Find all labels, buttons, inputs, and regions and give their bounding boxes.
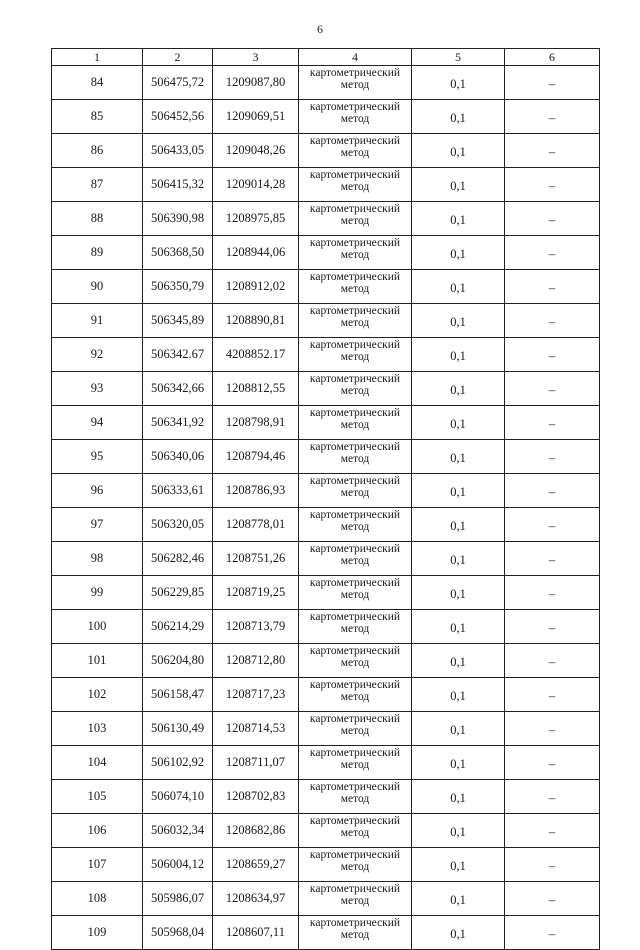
y-coordinate-cell: 1208702,83 xyxy=(213,780,299,814)
precision-cell: 0,1 xyxy=(412,100,505,134)
precision-cell: 0,1 xyxy=(412,168,505,202)
method-cell: картометрический метод xyxy=(299,372,412,406)
method-cell: картометрический метод xyxy=(299,440,412,474)
precision-cell: 0,1 xyxy=(412,338,505,372)
table-row xyxy=(52,236,600,270)
note-cell: – xyxy=(505,814,600,848)
point-number-cell: 106 xyxy=(52,814,143,848)
note-cell: – xyxy=(505,406,600,440)
method-cell: картометрический метод xyxy=(299,542,412,576)
precision-cell: 0,1 xyxy=(412,916,505,950)
method-cell: картометрический метод xyxy=(299,916,412,950)
y-coordinate-cell: 1208944,06 xyxy=(213,236,299,270)
x-coordinate-cell: 506102,92 xyxy=(143,746,213,780)
x-coordinate-cell: 506342,66 xyxy=(143,372,213,406)
point-number-cell: 92 xyxy=(52,338,143,372)
method-cell: картометрический метод xyxy=(299,304,412,338)
coordinates-table xyxy=(51,48,600,950)
y-coordinate-cell: 1208798,91 xyxy=(213,406,299,440)
table-row xyxy=(52,848,600,882)
y-coordinate-cell: 1209069,51 xyxy=(213,100,299,134)
table-row xyxy=(52,644,600,678)
y-coordinate-cell: 1208714,53 xyxy=(213,712,299,746)
table-row xyxy=(52,474,600,508)
y-coordinate-cell: 1208778,01 xyxy=(213,508,299,542)
point-number-cell: 103 xyxy=(52,712,143,746)
method-cell: картометрический метод xyxy=(299,746,412,780)
x-coordinate-cell: 506214,29 xyxy=(143,610,213,644)
precision-cell: 0,1 xyxy=(412,440,505,474)
y-coordinate-cell: 1209014,28 xyxy=(213,168,299,202)
precision-cell: 0,1 xyxy=(412,474,505,508)
x-coordinate-cell: 506229,85 xyxy=(143,576,213,610)
x-coordinate-cell: 505986,07 xyxy=(143,882,213,916)
x-coordinate-cell: 506320,05 xyxy=(143,508,213,542)
table-row xyxy=(52,814,600,848)
precision-cell: 0,1 xyxy=(412,542,505,576)
point-number-cell: 96 xyxy=(52,474,143,508)
page-number: 6 xyxy=(317,22,323,36)
note-cell: – xyxy=(505,678,600,712)
column-header-6: 6 xyxy=(505,49,600,66)
note-cell: – xyxy=(505,168,600,202)
precision-cell: 0,1 xyxy=(412,304,505,338)
table-row xyxy=(52,168,600,202)
y-coordinate-cell: 1208659,27 xyxy=(213,848,299,882)
x-coordinate-cell: 505968,04 xyxy=(143,916,213,950)
precision-cell: 0,1 xyxy=(412,134,505,168)
note-cell: – xyxy=(505,780,600,814)
method-cell: картометрический метод xyxy=(299,848,412,882)
x-coordinate-cell: 506074,10 xyxy=(143,780,213,814)
x-coordinate-cell: 506004,12 xyxy=(143,848,213,882)
point-number-cell: 91 xyxy=(52,304,143,338)
precision-cell: 0,1 xyxy=(412,406,505,440)
precision-cell: 0,1 xyxy=(412,678,505,712)
note-cell: – xyxy=(505,372,600,406)
x-coordinate-cell: 506204,80 xyxy=(143,644,213,678)
y-coordinate-cell: 1208794,46 xyxy=(213,440,299,474)
note-cell: – xyxy=(505,576,600,610)
y-coordinate-cell: 1208713,79 xyxy=(213,610,299,644)
table-body xyxy=(52,66,600,950)
point-number-cell: 89 xyxy=(52,236,143,270)
y-coordinate-cell: 1208975,85 xyxy=(213,202,299,236)
precision-cell: 0,1 xyxy=(412,202,505,236)
table-row xyxy=(52,610,600,644)
point-number-cell: 102 xyxy=(52,678,143,712)
note-cell: – xyxy=(505,100,600,134)
point-number-cell: 101 xyxy=(52,644,143,678)
method-cell: картометрический метод xyxy=(299,134,412,168)
method-cell: картометрический метод xyxy=(299,406,412,440)
note-cell: – xyxy=(505,508,600,542)
x-coordinate-cell: 506158,47 xyxy=(143,678,213,712)
x-coordinate-cell: 506475,72 xyxy=(143,66,213,100)
table-row xyxy=(52,372,600,406)
precision-cell: 0,1 xyxy=(412,508,505,542)
y-coordinate-cell: 1208912,02 xyxy=(213,270,299,304)
column-header-4: 4 xyxy=(299,49,412,66)
y-coordinate-cell: 1208786,93 xyxy=(213,474,299,508)
method-cell: картометрический метод xyxy=(299,644,412,678)
method-cell: картометрический метод xyxy=(299,168,412,202)
y-coordinate-cell: 1208812,55 xyxy=(213,372,299,406)
method-cell: картометрический метод xyxy=(299,100,412,134)
precision-cell: 0,1 xyxy=(412,746,505,780)
table-row xyxy=(52,338,600,372)
note-cell: – xyxy=(505,440,600,474)
table-row xyxy=(52,780,600,814)
method-cell: картометрический метод xyxy=(299,338,412,372)
column-header-5: 5 xyxy=(412,49,505,66)
note-cell: – xyxy=(505,236,600,270)
x-coordinate-cell: 506341,92 xyxy=(143,406,213,440)
note-cell: – xyxy=(505,202,600,236)
y-coordinate-cell: 1208717,23 xyxy=(213,678,299,712)
x-coordinate-cell: 506452,56 xyxy=(143,100,213,134)
table-header xyxy=(52,49,600,66)
point-number-cell: 84 xyxy=(52,66,143,100)
x-coordinate-cell: 506390,98 xyxy=(143,202,213,236)
note-cell: – xyxy=(505,542,600,576)
y-coordinate-cell: 1208719,25 xyxy=(213,576,299,610)
y-coordinate-cell: 1208711,07 xyxy=(213,746,299,780)
table-row xyxy=(52,916,600,950)
note-cell: – xyxy=(505,270,600,304)
precision-cell: 0,1 xyxy=(412,66,505,100)
point-number-cell: 97 xyxy=(52,508,143,542)
table-row xyxy=(52,406,600,440)
x-coordinate-cell: 506345,89 xyxy=(143,304,213,338)
precision-cell: 0,1 xyxy=(412,236,505,270)
x-coordinate-cell: 506032,34 xyxy=(143,814,213,848)
header-row xyxy=(52,49,600,66)
table-row xyxy=(52,712,600,746)
note-cell: – xyxy=(505,882,600,916)
table-row xyxy=(52,746,600,780)
y-coordinate-cell: 1209048,26 xyxy=(213,134,299,168)
precision-cell: 0,1 xyxy=(412,814,505,848)
method-cell: картометрический метод xyxy=(299,610,412,644)
y-coordinate-cell: 1208634,97 xyxy=(213,882,299,916)
y-coordinate-cell: 4208852.17 xyxy=(213,338,299,372)
table-row xyxy=(52,100,600,134)
method-cell: картометрический метод xyxy=(299,814,412,848)
precision-cell: 0,1 xyxy=(412,270,505,304)
point-number-cell: 105 xyxy=(52,780,143,814)
table-row xyxy=(52,678,600,712)
precision-cell: 0,1 xyxy=(412,848,505,882)
point-number-cell: 90 xyxy=(52,270,143,304)
method-cell: картометрический метод xyxy=(299,712,412,746)
point-number-cell: 104 xyxy=(52,746,143,780)
point-number-cell: 95 xyxy=(52,440,143,474)
y-coordinate-cell: 1209087,80 xyxy=(213,66,299,100)
x-coordinate-cell: 506368,50 xyxy=(143,236,213,270)
point-number-cell: 88 xyxy=(52,202,143,236)
y-coordinate-cell: 1208751,26 xyxy=(213,542,299,576)
point-number-cell: 85 xyxy=(52,100,143,134)
note-cell: – xyxy=(505,916,600,950)
point-number-cell: 93 xyxy=(52,372,143,406)
note-cell: – xyxy=(505,134,600,168)
method-cell: картометрический метод xyxy=(299,202,412,236)
point-number-cell: 86 xyxy=(52,134,143,168)
table-row xyxy=(52,508,600,542)
x-coordinate-cell: 506130,49 xyxy=(143,712,213,746)
point-number-cell: 108 xyxy=(52,882,143,916)
table-row xyxy=(52,202,600,236)
x-coordinate-cell: 506350,79 xyxy=(143,270,213,304)
y-coordinate-cell: 1208682,86 xyxy=(213,814,299,848)
method-cell: картометрический метод xyxy=(299,66,412,100)
y-coordinate-cell: 1208890,81 xyxy=(213,304,299,338)
x-coordinate-cell: 506415,32 xyxy=(143,168,213,202)
point-number-cell: 107 xyxy=(52,848,143,882)
table-row xyxy=(52,304,600,338)
precision-cell: 0,1 xyxy=(412,780,505,814)
method-cell: картометрический метод xyxy=(299,576,412,610)
note-cell: – xyxy=(505,746,600,780)
table-row xyxy=(52,270,600,304)
point-number-cell: 99 xyxy=(52,576,143,610)
x-coordinate-cell: 506340,06 xyxy=(143,440,213,474)
precision-cell: 0,1 xyxy=(412,576,505,610)
table-row xyxy=(52,542,600,576)
precision-cell: 0,1 xyxy=(412,882,505,916)
x-coordinate-cell: 506342.67 xyxy=(143,338,213,372)
method-cell: картометрический метод xyxy=(299,780,412,814)
point-number-cell: 100 xyxy=(52,610,143,644)
precision-cell: 0,1 xyxy=(412,712,505,746)
column-header-2: 2 xyxy=(143,49,213,66)
point-number-cell: 98 xyxy=(52,542,143,576)
table-row xyxy=(52,66,600,100)
point-number-cell: 87 xyxy=(52,168,143,202)
x-coordinate-cell: 506433,05 xyxy=(143,134,213,168)
note-cell: – xyxy=(505,712,600,746)
precision-cell: 0,1 xyxy=(412,644,505,678)
precision-cell: 0,1 xyxy=(412,372,505,406)
method-cell: картометрический метод xyxy=(299,882,412,916)
table-row xyxy=(52,134,600,168)
precision-cell: 0,1 xyxy=(412,610,505,644)
table-row xyxy=(52,882,600,916)
note-cell: – xyxy=(505,848,600,882)
y-coordinate-cell: 1208607,11 xyxy=(213,916,299,950)
x-coordinate-cell: 506333,61 xyxy=(143,474,213,508)
note-cell: – xyxy=(505,610,600,644)
note-cell: – xyxy=(505,66,600,100)
method-cell: картометрический метод xyxy=(299,236,412,270)
note-cell: – xyxy=(505,474,600,508)
column-header-3: 3 xyxy=(213,49,299,66)
method-cell: картометрический метод xyxy=(299,508,412,542)
method-cell: картометрический метод xyxy=(299,678,412,712)
point-number-cell: 94 xyxy=(52,406,143,440)
note-cell: – xyxy=(505,304,600,338)
y-coordinate-cell: 1208712,80 xyxy=(213,644,299,678)
column-header-1: 1 xyxy=(52,49,143,66)
method-cell: картометрический метод xyxy=(299,474,412,508)
note-cell: – xyxy=(505,644,600,678)
table-row xyxy=(52,576,600,610)
note-cell: – xyxy=(505,338,600,372)
method-cell: картометрический метод xyxy=(299,270,412,304)
x-coordinate-cell: 506282,46 xyxy=(143,542,213,576)
point-number-cell: 109 xyxy=(52,916,143,950)
table-row xyxy=(52,440,600,474)
